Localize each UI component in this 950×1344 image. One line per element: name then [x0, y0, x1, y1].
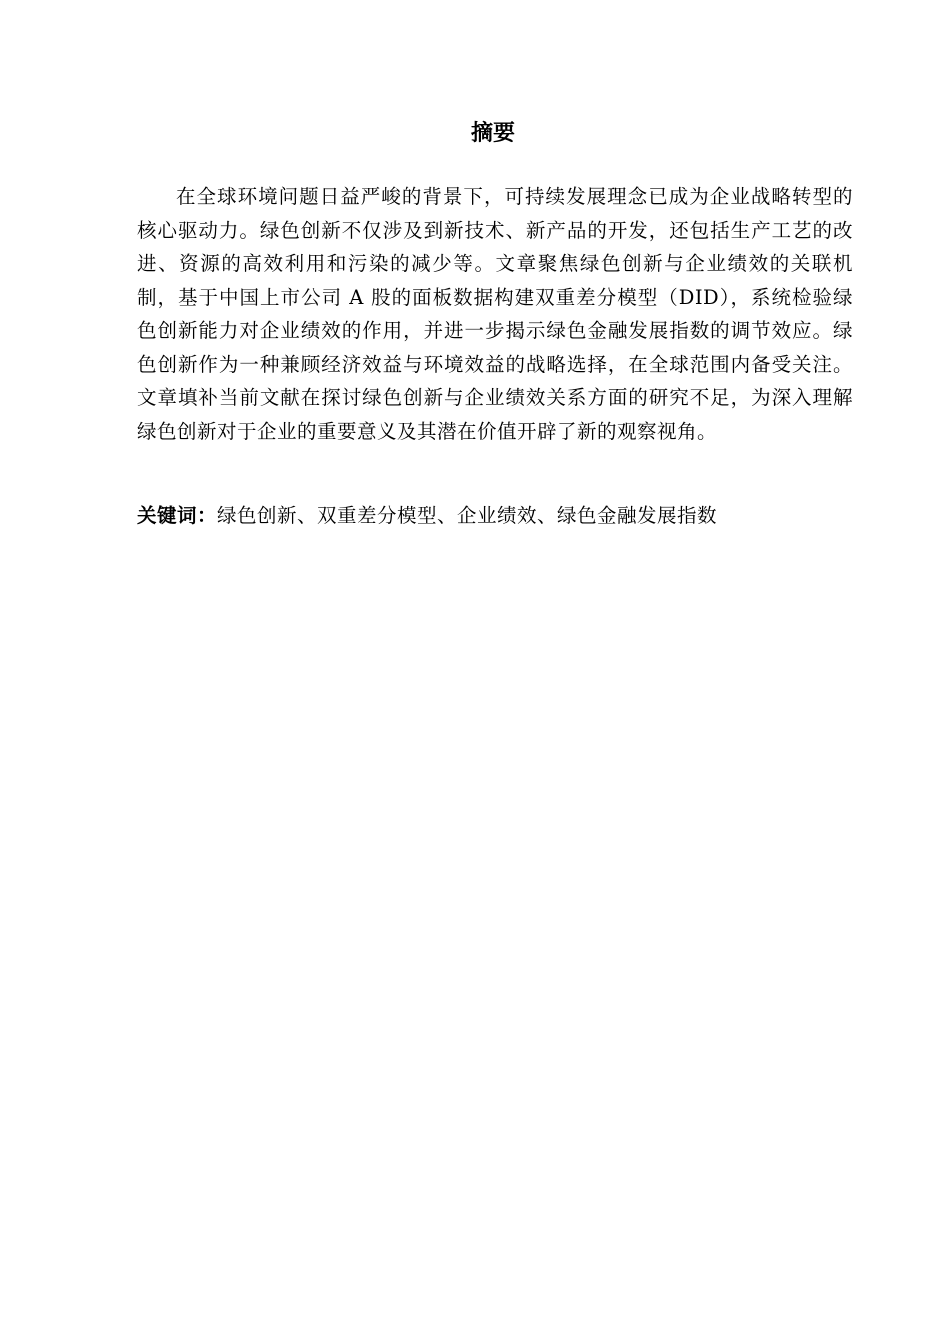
keywords-line: [137, 500, 853, 532]
abstract-paragraph: 在全球环境问题日益严峻的背景下，可持续发展理念已成为企业战略转型的核心驱动力。绿色创新不仅涉及到新技术、新产品的开发，还包括生产工艺的改进、资源的高效利用和污染的减少等。文章聚焦绿色创新与企业绩效的关联机制，基于中国上市公司 A 股的面板数据构建双重差分模型（DID），系统检验绿色创新能力对企业绩效的作用，并进一步揭示绿色金融发展指数的调节效应。绿色创新作为一种兼顾经济效益与环境效益的战略选择，在全球范围内备受关注。文章填补当前文献在探讨绿色创新与企业绩效关系方面的研究不足，为深入理解绿色创新对于企业的重要意义及其潜在价值开辟了新的观察视角。: [137, 185, 853, 443]
keywords-label: 关键词：: [137, 504, 218, 527]
abstract-title: 摘要: [470, 121, 515, 146]
keywords-text: 绿色创新、双重差分模型、企业绩效、绿色金融发展指数: [217, 504, 718, 527]
